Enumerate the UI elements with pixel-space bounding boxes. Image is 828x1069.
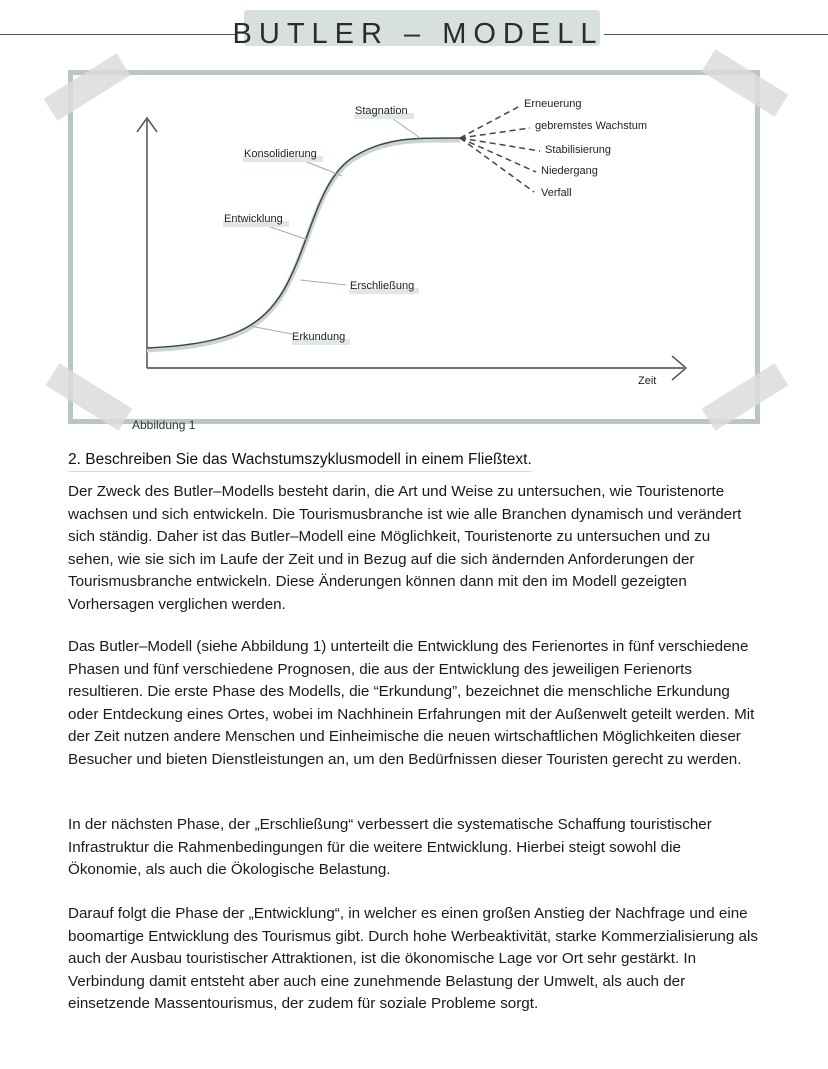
paragraph-1: Der Zweck des Butler–Modells besteht darin, die Art und Weise zu untersuchen, wie Touristenorte wachsen und sich entwickeln. Die Tourismusbranche ist wie alle Branchen dynamisch und verändert sich ständig. Daher ist das Butler–Modell eine Möglichkeit, Touristenorte zu untersuchen und zu sehen, wie sie sich im Laufe der Zeit und in Bezug auf die sich ändernden Anforderungen der Tourismusbranche entwickeln. Diese Änderungen können dann mit den im Modell gezeigten Vorhersagen verglichen werden. [68, 483, 742, 613]
question-heading: 2. Beschreiben Sie das Wachstumszyklusmodell in einem Fließtext. [68, 451, 532, 472]
paragraph-2: Das Butler–Modell (siehe Abbildung 1) unterteilt die Entwicklung des Ferienortes in fünf verschiedene Phasen und fünf verschiedene Prognosen, die aus der Entwicklung des jeweiligen Ferienorts resultieren. Die erste Phase des Modells, die “Erkundung”, bezeichnet die menschliche Erkundung oder Entdeckung eines Ortes, wobei im Nachhinein Erfahrungen mit der Außenwelt geteilt werden. Mit der Zeit nutzen andere Menschen und Einheimische die neuen wirtschaftlichen Möglichkeiten dieser Besucher und bieten Dienstleistungen an, um den Bedürfnissen dieser Touristen gerecht zu werden. [68, 638, 755, 768]
phase-label-konsolidierung: Konsolidierung [244, 148, 317, 160]
prognosis-label-gebremstes-wachstum: gebremstes Wachstum [535, 120, 648, 132]
phase-label-stagnation: Stagnation [355, 105, 408, 117]
prognosis-label-verfall: Verfall [541, 187, 572, 199]
phase-label-entwicklung: Entwicklung [224, 213, 283, 225]
leader-erkundung [250, 326, 292, 334]
paragraph-4: Darauf folgt die Phase der „Entwicklung“, in welcher es einen großen Anstieg der Nachfrage und eine boomartige Entwicklung des Tourismus gibt. Durch hohe Werbeaktivität, starke Kommerzialisierung als auch der Ausbau touristischer Attraktionen, ist die ökonomische Lage vor Ort sehr gestärkt. In Verbindung damit entsteht aber auch eine zunehmende Belastung der Umwelt, als auch der einsetzende Massentourismus, der zudem für soziale Probleme sorgt. [68, 905, 758, 1012]
prognosis-label-erneuerung: Erneuerung [524, 98, 582, 110]
leader-konsolidierung [302, 160, 342, 176]
leader-erschliessung [300, 280, 346, 285]
x-axis-label: Zeit [638, 375, 657, 387]
butler-diagram [0, 0, 828, 440]
leader-stagnation [392, 118, 420, 138]
phase-label-erschliessung: Erschließung [350, 280, 415, 292]
figure-caption: Abbildung 1 [132, 418, 196, 432]
prognosis-label-stabilisierung: Stabilisierung [545, 144, 612, 156]
phase-label-erkundung: Erkundung [292, 331, 346, 343]
prognosis-label-niedergang: Niedergang [541, 165, 598, 177]
page-title: BUTLER – MODELL [232, 18, 604, 50]
branch-stabilisierung [460, 138, 540, 151]
branch-niedergang [460, 138, 536, 172]
branch-verfall [460, 138, 534, 192]
paragraph-3: In der nächsten Phase, der „Erschließung“ verbessert die systematische Schaffung touristischer Infrastruktur die Rahmenbedingungen für die weitere Entwicklung. Hierbei steigt sowohl die Ökonomie, als auch die Ökologische Belastung. [68, 816, 712, 878]
